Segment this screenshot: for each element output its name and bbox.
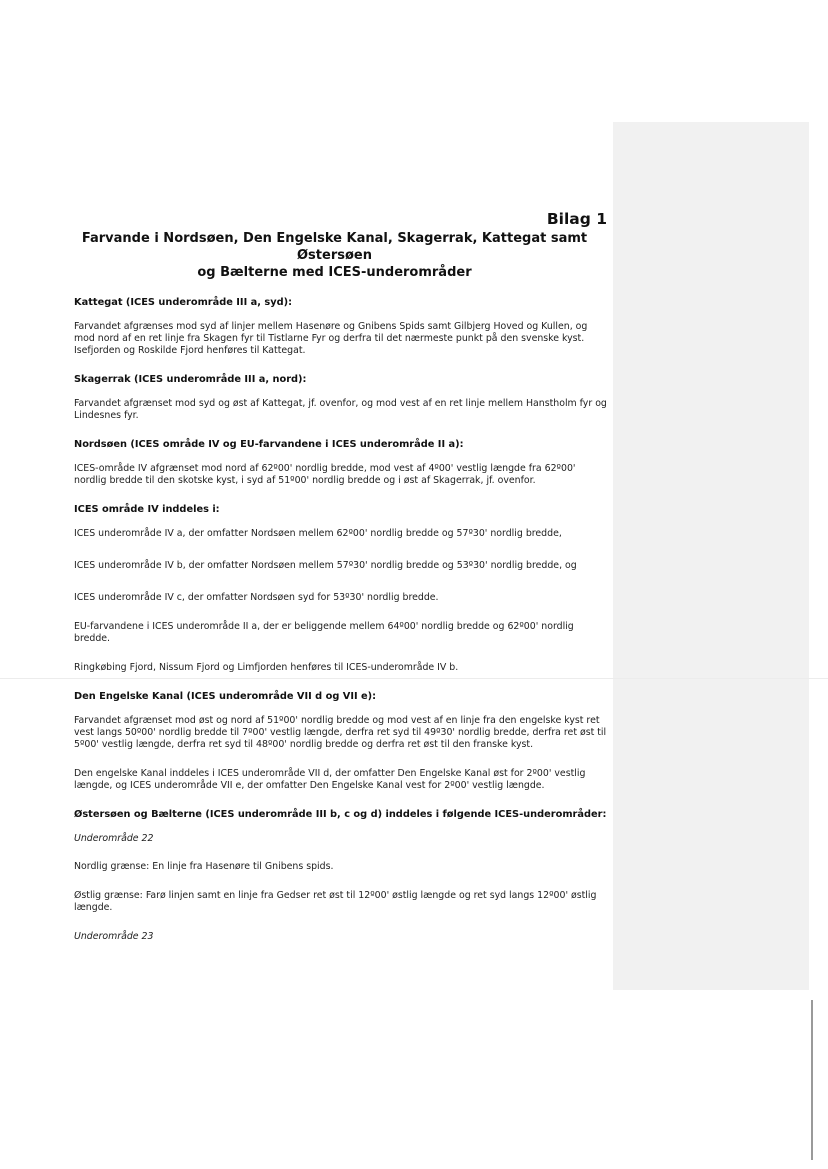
paragraph: Farvandet afgrænset mod syd og øst af Kattegat, jf. ovenfor, og mod vest af en ret linje mellem Hanstholm fyr og Lindesnes fyr. [74, 398, 607, 421]
paragraph: ICES underområde IV a, der omfatter Nordsøen mellem 62º00' nordlig bredde og 57º30' nordlig bredde, [74, 528, 562, 539]
paragraph: Ringkøbing Fjord, Nissum Fjord og Limfjorden henføres til ICES-underområde IV b. [74, 662, 459, 673]
subarea-title: Underområde 22 [74, 833, 154, 844]
document-page [62, 210, 607, 959]
scan-shadow-strip [613, 122, 809, 990]
title-line-2: og Bælterne med ICES-underområder [197, 265, 472, 280]
paragraph: ICES underområde IV b, der omfatter Nordsøen mellem 57º30' nordlig bredde og 53º30' nordlig bredde, og [74, 560, 577, 571]
paragraph: ICES-område IV afgrænset mod nord af 62º00' nordlig bredde, mod vest af 4º00' vestlig længde fra 62º00' nordlig bredde til den skotske kyst, i syd af 51º00' nordlig bredde og i øst af Skagerrak, jf. ovenfor. [74, 463, 576, 486]
section-heading-nordsoen: Nordsøen (ICES område IV og EU-farvandene i ICES underområde II a): [74, 439, 464, 450]
document-title [62, 230, 607, 281]
paragraph: Østlig grænse: Farø linjen samt en linje fra Gedser ret øst til 12º00' østlig længde og ret syd langs 12º00' østlig længde. [74, 890, 597, 913]
paragraph: Den engelske Kanal inddeles i ICES underområde VII d, der omfatter Den Engelske Kanal øst for 2º00' vestlig længde, og ICES underområde VII e, der omfatter Den Engelske Kanal vest for 2º00' vestlig længde. [74, 768, 586, 791]
paragraph: EU-farvandene i ICES underområde II a, der er beliggende mellem 64º00' nordlig bredde og 62º00' nordlig bredde. [74, 621, 574, 644]
section-heading-skagerrak: Skagerrak (ICES underområde III a, nord): [74, 374, 307, 385]
paragraph: Farvandet afgrænses mod syd af linjer mellem Hasenøre og Gnibens Spids samt Gilbjerg Hoved og Kullen, og mod nord af en ret linje fra Skagen fyr til Tistlarne Fyr og derfra til det nærmeste punkt på den svenske kyst. Isefjorden og Roskilde Fjord henføres til Kattegat. [74, 321, 588, 356]
section-heading-ostersoen: Østersøen og Bælterne (ICES underområde III b, c og d) inddeles i følgende ICES-underområder: [74, 809, 607, 820]
body-text [74, 297, 607, 942]
paragraph: ICES underområde IV c, der omfatter Nordsøen syd for 53º30' nordlig bredde. [74, 592, 439, 603]
scan-edge-mark [811, 1000, 813, 1160]
section-heading-kattegat: Kattegat (ICES underområde III a, syd): [74, 297, 293, 308]
title-line-1: Farvande i Nordsøen, Den Engelske Kanal, Skagerrak, Kattegat samt Østersøen [81, 231, 588, 263]
section-heading-ices-iv: ICES område IV inddeles i: [74, 504, 220, 515]
paragraph: Nordlig grænse: En linje fra Hasenøre til Gnibens spids. [74, 861, 334, 872]
appendix-label: Bilag 1 [546, 210, 607, 228]
subarea-title: Underområde 23 [74, 931, 154, 942]
paragraph: Farvandet afgrænset mod øst og nord af 51º00' nordlig bredde og mod vest af en linje fra den engelske kyst ret vest langs 50º00' nordlig bredde til 7º00' vestlig længde, derfra ret syd til 49º30' nordlig bredde, derfra ret øst til 5º00' vestlig længde, derfra ret syd til 48º00' nordlig bredde og derfra ret øst til den franske kyst. [74, 715, 607, 750]
section-heading-engelske-kanal: Den Engelske Kanal (ICES underområde VII d og VII e): [74, 691, 377, 702]
